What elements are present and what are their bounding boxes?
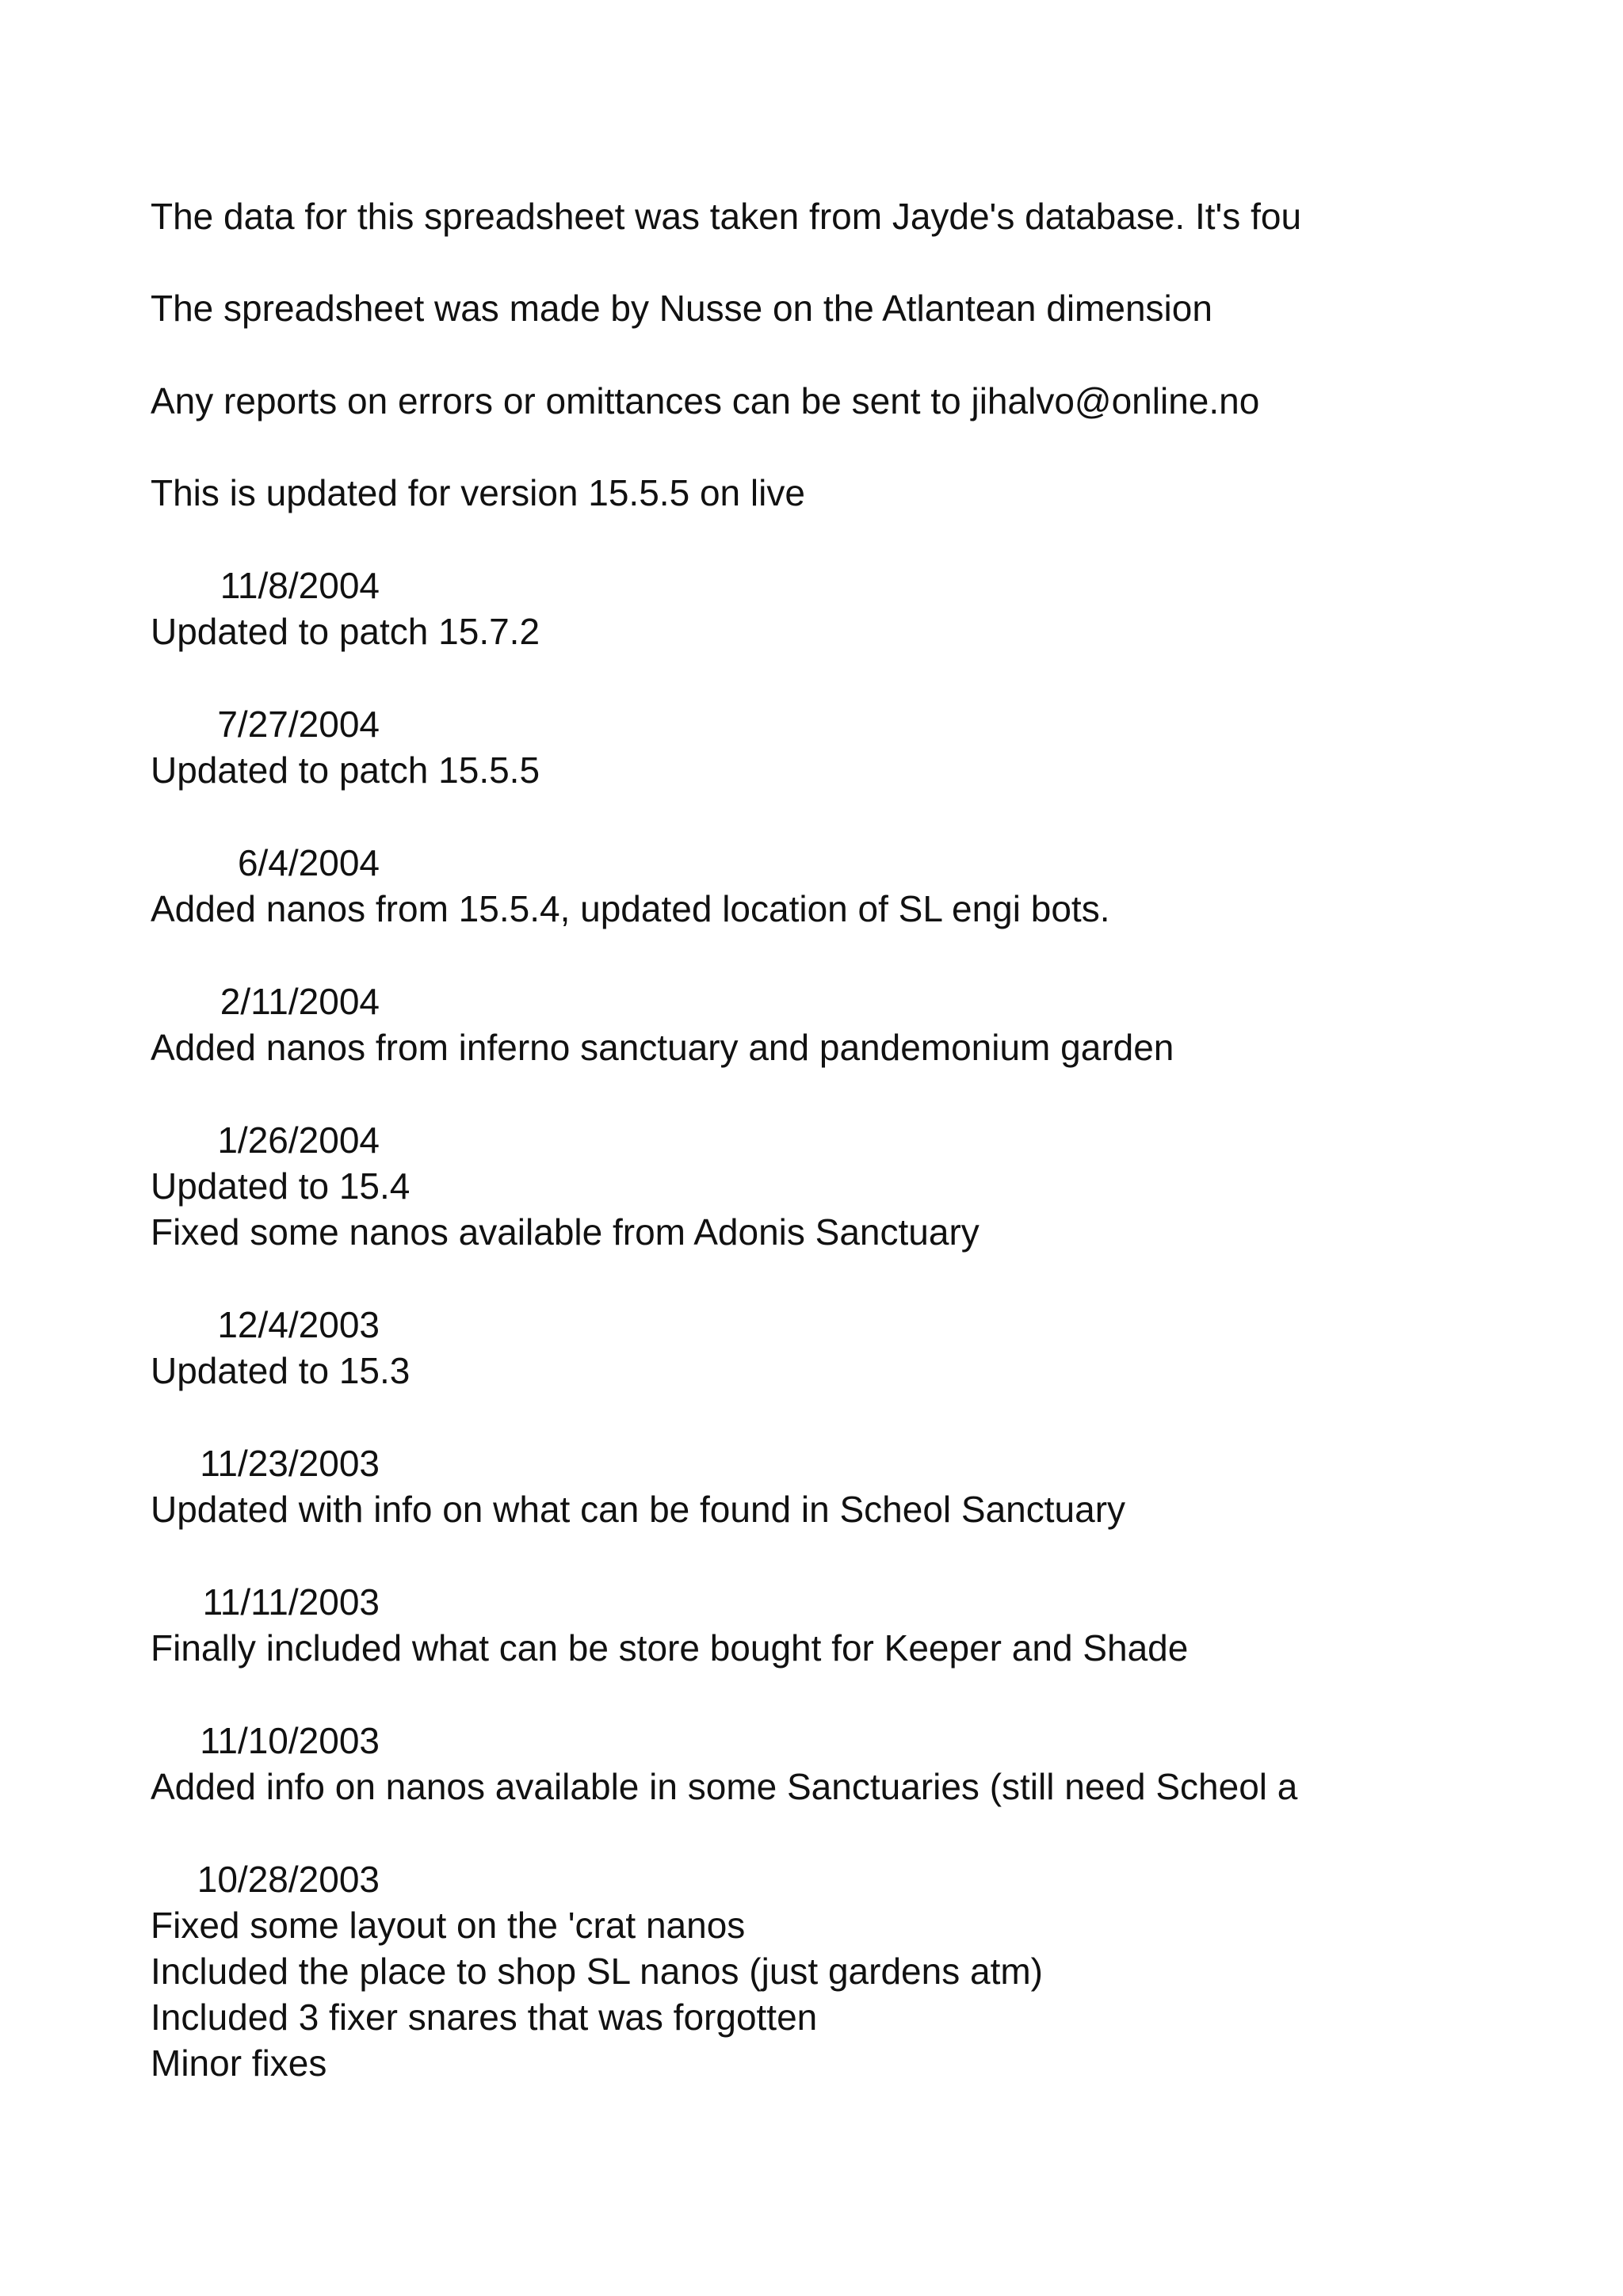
changelog-date: 1/26/2004 bbox=[217, 1119, 380, 1161]
changelog-note: Added nanos from inferno sanctuary and pandemonium garden bbox=[151, 1027, 1174, 1068]
intro-source-text: The data for this spreadsheet was taken from Jayde's database. It's fou bbox=[151, 196, 1302, 237]
changelog-note: Fixed some layout on the 'crat nanos bbox=[151, 1905, 746, 1946]
changelog-note: Finally included what can be store bought for Keeper and Shade bbox=[151, 1627, 1189, 1669]
changelog-date: 7/27/2004 bbox=[217, 704, 380, 745]
changelog-note: Fixed some nanos available from Adonis Sanctuary bbox=[151, 1211, 980, 1253]
changelog-note: Included 3 fixer snares that was forgotten bbox=[151, 1997, 818, 2038]
intro-version-text: This is updated for version 15.5.5 on live bbox=[151, 472, 805, 513]
changelog-date: 10/28/2003 bbox=[197, 1859, 380, 1900]
changelog-note: Updated with info on what can be found in Scheol Sanctuary bbox=[151, 1489, 1126, 1530]
changelog-note: Updated to 15.4 bbox=[151, 1165, 411, 1207]
changelog-note: Updated to patch 15.7.2 bbox=[151, 611, 540, 652]
changelog-date: 2/11/2004 bbox=[220, 981, 380, 1022]
changelog-note: Minor fixes bbox=[151, 2042, 327, 2084]
changelog-note: Updated to patch 15.5.5 bbox=[151, 749, 540, 791]
changelog-date: 6/4/2004 bbox=[237, 842, 380, 883]
changelog-date: 11/23/2003 bbox=[200, 1443, 380, 1484]
intro-author-text: The spreadsheet was made by Nusse on the Atlantean dimension bbox=[151, 288, 1212, 329]
changelog-date: 11/11/2003 bbox=[202, 1581, 380, 1623]
changelog-date: 11/10/2003 bbox=[200, 1720, 380, 1761]
changelog-date: 12/4/2003 bbox=[217, 1304, 380, 1345]
changelog-note: Added nanos from 15.5.4, updated location of SL engi bots. bbox=[151, 888, 1110, 929]
changelog-note: Added info on nanos available in some Sanctuaries (still need Scheol a bbox=[151, 1766, 1298, 1807]
changelog-date: 11/8/2004 bbox=[220, 565, 380, 606]
changelog-note: Included the place to shop SL nanos (just gardens atm) bbox=[151, 1951, 1043, 1992]
intro-reports-text: Any reports on errors or omittances can be sent to jihalvo@online.no bbox=[151, 380, 1260, 421]
changelog-note: Updated to 15.3 bbox=[151, 1350, 411, 1391]
